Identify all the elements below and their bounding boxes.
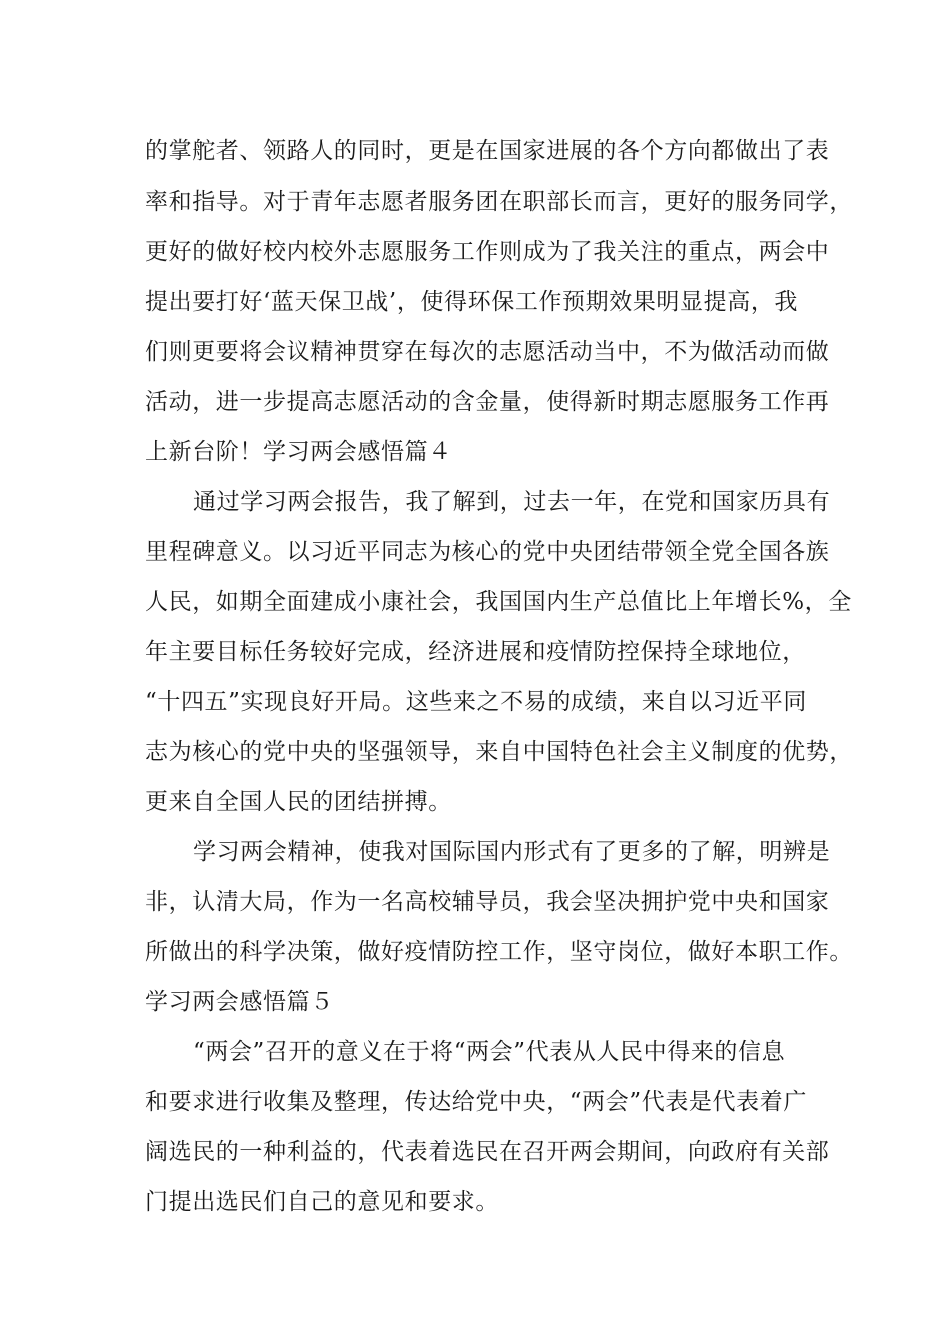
text-line: 阔选民的一种利益的，代表着选民在召开两会期间，向政府有关部 [145, 1139, 830, 1165]
text-line: 更来自全国人民的团结拼搏。 [145, 789, 452, 815]
text-line: 里程碑意义。以习近平同志为核心的党中央团结带领全党全国各族 [145, 539, 830, 565]
text-line: 率和指导。对于青年志愿者服务团在职部长而言，更好的服务同学， [145, 189, 853, 215]
text-line: 志为核心的党中央的坚强领导，来自中国特色社会主义制度的优势， [145, 739, 853, 765]
text-line: 们则更要将会议精神贯穿在每次的志愿活动当中，不为做活动而做 [145, 339, 830, 365]
text-line: 更好的做好校内校外志愿服务工作则成为了我关注的重点，两会中 [145, 239, 830, 265]
text-line: 所做出的科学决策，做好疫情防控工作，坚守岗位，做好本职工作。 [145, 939, 853, 965]
text-line: 活动，进一步提高志愿活动的含金量，使得新时期志愿服务工作再 [145, 389, 830, 415]
text-line: 和要求进行收集及整理，传达给党中央，“两会”代表是代表着广 [145, 1089, 807, 1115]
text-line: 门提出选民们自己的意见和要求。 [145, 1189, 499, 1215]
paragraph-first-line: 通过学习两会报告，我了解到，过去一年，在党和国家历具有 [193, 489, 831, 515]
text-line: 人民，如期全面建成小康社会，我国国内生产总值比上年增长%，全 [145, 589, 852, 615]
text-line: 年主要目标任务较好完成，经济进展和疫情防控保持全球地位， [145, 639, 806, 665]
section-heading-line: 学习两会感悟篇５ [145, 989, 334, 1015]
paragraph-first-line: 学习两会精神，使我对国际国内形式有了更多的了解，明辨是 [193, 839, 831, 865]
text-line: 非，认清大局，作为一名高校辅导员，我会坚决拥护党中央和国家 [145, 889, 830, 915]
text-line: 的掌舵者、领路人的同时，更是在国家进展的各个方向都做出了表 [145, 138, 830, 164]
text-line: 提出要打好‘蓝天保卫战’，使得环保工作预期效果明显提高，我 [145, 289, 799, 315]
text-line: “十四五”实现良好开局。这些来之不易的成绩，来自以习近平同 [145, 689, 807, 715]
section-heading-line: 上新台阶！学习两会感悟篇４ [145, 439, 452, 465]
paragraph-first-line: “两会”召开的意义在于将“两会”代表从人民中得来的信息 [193, 1039, 786, 1065]
